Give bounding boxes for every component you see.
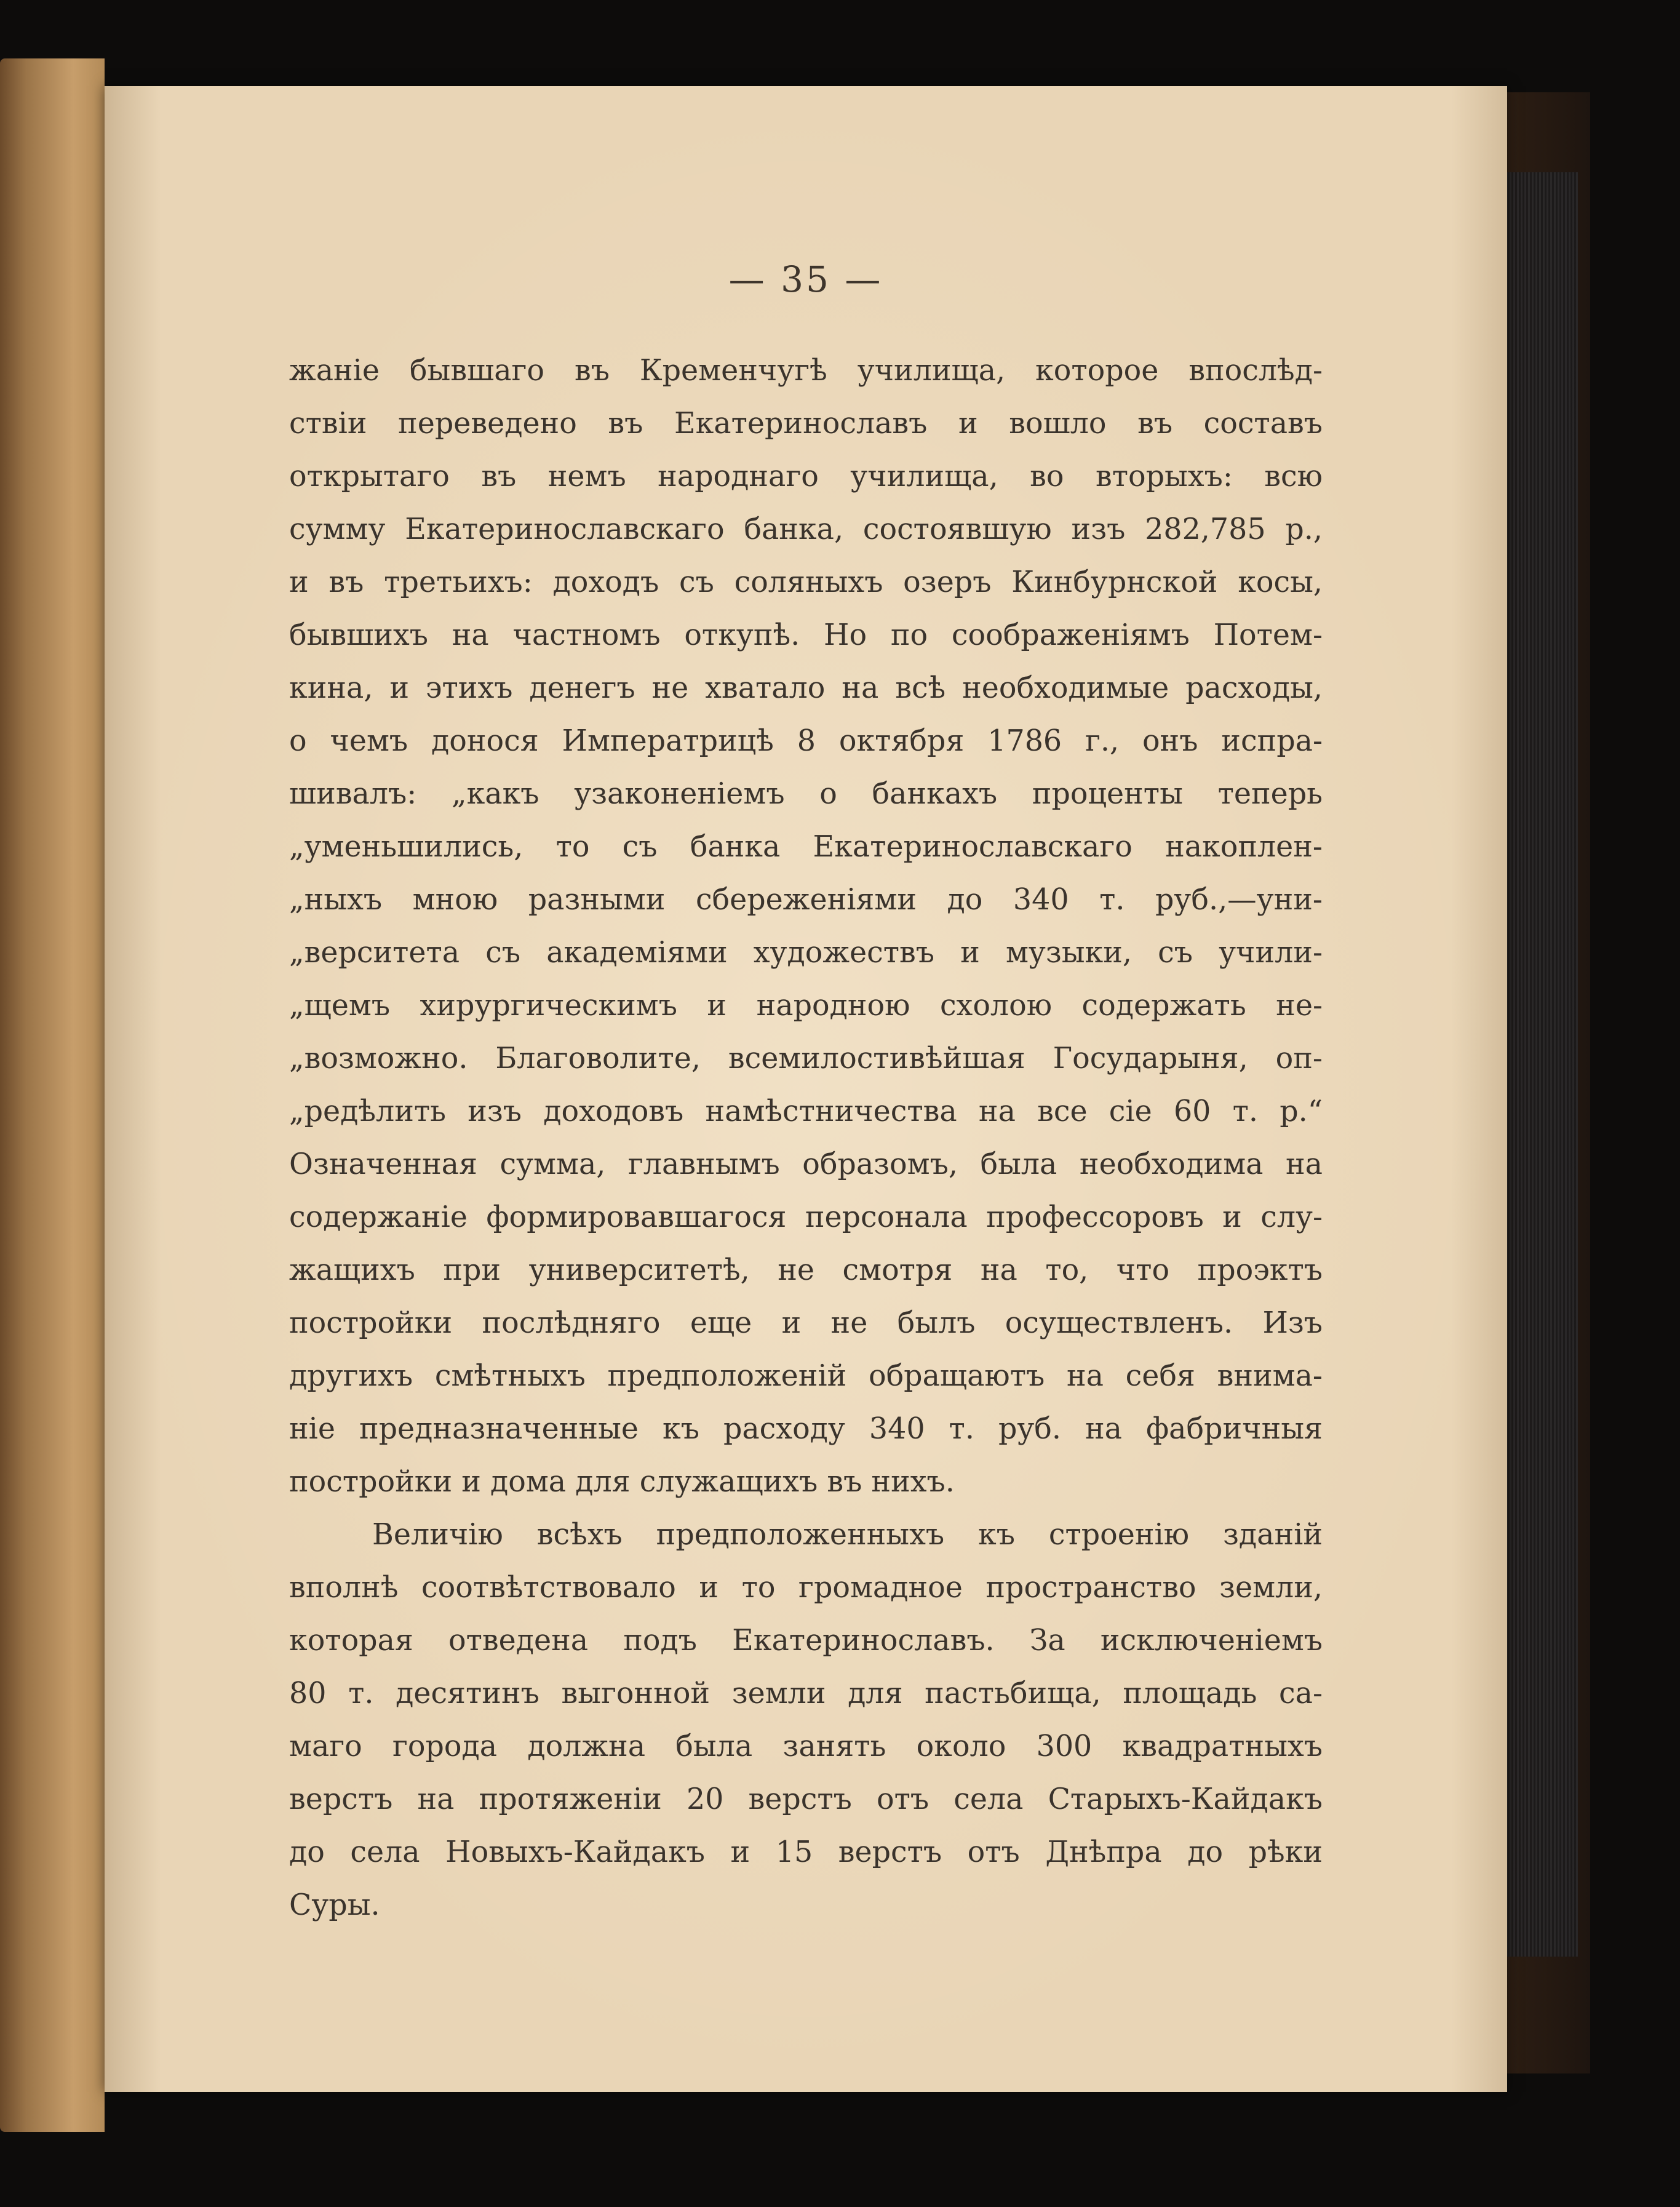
text-line: Означенная сумма, главнымъ образомъ, была необходима на: [289, 1147, 1323, 1181]
text-line: постройки и дома для служащихъ въ нихъ.: [289, 1465, 955, 1499]
previous-page-edge: [0, 58, 105, 2132]
text-line: сумму Екатеринославскаго банка, состоявшую изъ 282,785 р.,: [289, 513, 1323, 546]
text-line: до села Новыхъ-Кайдакъ и 15 верстъ отъ Днѣпра до рѣки: [289, 1835, 1323, 1869]
text-line: маго города должна была занять около 300 квадратныхъ: [289, 1730, 1323, 1763]
text-line: другихъ смѣтныхъ предположеній обращаютъ на себя внима-: [289, 1359, 1323, 1393]
text-line: „щемъ хирургическимъ и народною схолою содержать не-: [289, 989, 1323, 1023]
text-line: Суры.: [289, 1888, 380, 1922]
text-line: бывшихъ на частномъ откупѣ. Но по соображеніямъ Потем-: [289, 618, 1323, 652]
text-line: „верситета съ академіями художествъ и музыки, съ учили-: [289, 936, 1323, 970]
text-line: шивалъ: „какъ узаконеніемъ о банкахъ проценты теперь: [289, 777, 1323, 811]
text-line: и въ третьихъ: доходъ съ соляныхъ озеръ Кинбурнской косы,: [289, 565, 1323, 599]
text-line: 80 т. десятинъ выгонной земли для пастьбища, площадь са-: [289, 1677, 1323, 1710]
text-line: постройки послѣдняго еще и не былъ осуществленъ. Изъ: [289, 1306, 1323, 1340]
text-line: „уменьшились, то съ банка Екатеринославскаго накоплен-: [289, 830, 1323, 864]
page-text: [289, 345, 1323, 1932]
text-line: „ныхъ мною разными сбереженіями до 340 т. руб.,—уни-: [289, 883, 1323, 917]
page-number: — 35 —: [728, 258, 883, 300]
book-page: [105, 86, 1507, 2092]
text-line: ніе предназначенные къ расходу 340 т. руб. на фабричныя: [289, 1412, 1323, 1446]
text-line: жаніе бывшаго въ Кременчугѣ училища, которое впослѣд-: [289, 354, 1323, 388]
text-line: „редѣлить изъ доходовъ намѣстничества на все сіе 60 т. р.“: [289, 1095, 1323, 1128]
text-line: верстъ на протяженіи 20 верстъ отъ села Старыхъ-Кайдакъ: [289, 1782, 1323, 1816]
text-line: „возможно. Благоволите, всемилостивѣйшая Государыня, оп-: [289, 1042, 1323, 1076]
text-line: содержаніе формировавшагося персонала профессоровъ и слу-: [289, 1200, 1323, 1234]
text-line: ствіи переведено въ Екатеринославъ и вошло въ составъ: [289, 407, 1323, 441]
text-line: жащихъ при университетѣ, не смотря на то, что проэктъ: [289, 1253, 1323, 1287]
text-line: вполнѣ соотвѣтствовало и то громадное пространство земли,: [289, 1571, 1323, 1605]
text-line: которая отведена подъ Екатеринославъ. За исключеніемъ: [289, 1624, 1323, 1658]
text-line: Величію всѣхъ предположенныхъ къ строенію зданій: [372, 1518, 1323, 1552]
text-line: кина, и этихъ денегъ не хватало на всѣ необходимые расходы,: [289, 671, 1323, 705]
text-line: открытаго въ немъ народнаго училища, во вторыхъ: всю: [289, 460, 1323, 493]
text-line: о чемъ донося Императрицѣ 8 октября 1786 г., онъ испра-: [289, 724, 1323, 758]
